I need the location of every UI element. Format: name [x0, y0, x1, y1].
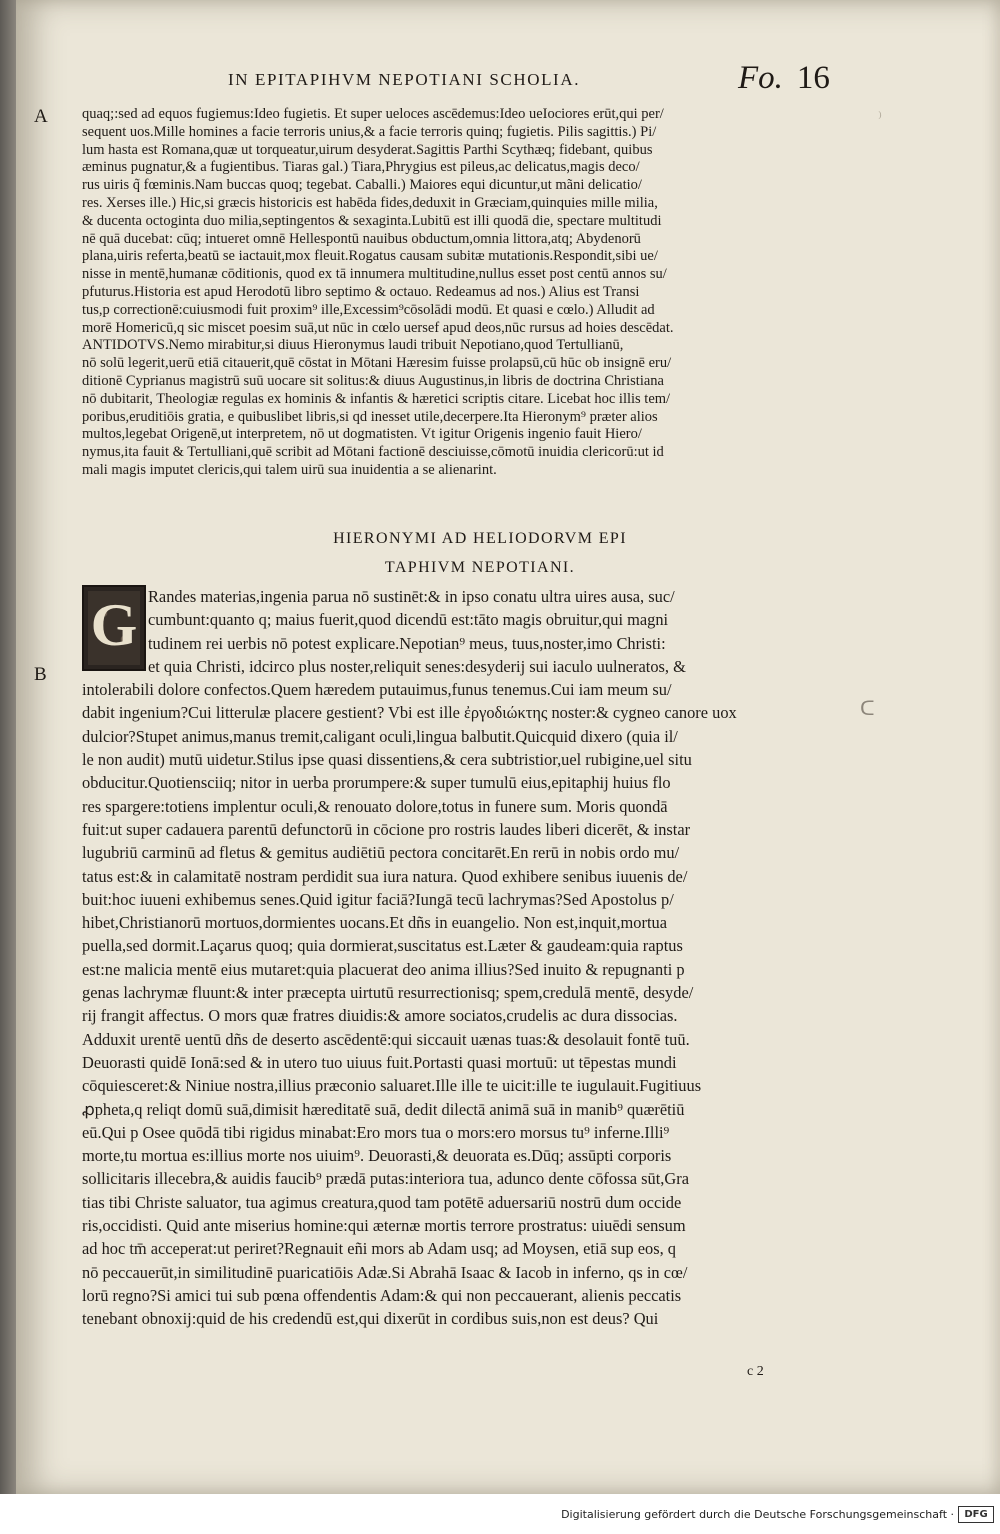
text-line: cumbunt:quanto q; maius fuerit,quod dicendū est:tāto magis obruitur,qui magni	[148, 610, 669, 630]
text-line: æminus pugnatur,& a fugientibus. Tiaras gal.) Tiara,Phrygius est pileus,ac delicatus,magis deco/	[82, 159, 640, 176]
text-line: fuit:ut super cadauera parentū defunctorū in cōcione pro rostris laudes liberi dicerēt, & instar	[82, 819, 691, 839]
text-line: est:ne malicia mentē eius mutaret:quia placuerat deo anima illius?Sed inuito & repugnanti p	[82, 959, 685, 979]
signature-mark: c 2	[747, 1364, 764, 1379]
dfg-logo: DFG	[958, 1506, 994, 1523]
text-line: nō peccauerūt,in similitudinē puaricatiōis Adæ.Si Abrahā Isaac & Iacob in inferno, qs in cœ/	[82, 1262, 688, 1282]
text-line: lorū regno?Si amici tui sub pœna offendentis Adam:& qui non peccauerant, alienis peccatis	[82, 1285, 682, 1305]
text-line: Adduxit urentē uentū dñs de deserto ascēdentē:qui siccauit uænas tuas:& desolauit fontē tuū.	[82, 1029, 690, 1049]
text-line: mali magis imputet clericis,qui talem uirū sua inuidentia a se alienarint.	[82, 461, 497, 478]
text-line: hibet,Christianorū mortuos,dormientes uocans.Et dñs in euangelio. Non est,inquit,mortua	[82, 913, 667, 933]
text-line: ditionē Cyprianus magistrū suū uocare sit solitus:& diuus Augustinus,in libris de doctrina Christiana	[82, 372, 664, 389]
epitaph-title-line-1: HIERONYMI AD HELIODORVM EPI	[333, 530, 627, 547]
text-line: lugubriū carminū ad fletus & gemitus audiētiū pectora concitarēt.En rerū in nobis ordo mu/	[82, 843, 680, 863]
margin-notch-mark: ᑕ	[860, 698, 875, 720]
folio-label: Fo.	[738, 60, 783, 96]
text-line: cōquiesceret:& Niniue nostra,illius præconio saluaret.Ille ille te uicit:ille te iugulauit.Fugitiuus	[82, 1076, 702, 1096]
text-line: morte,tu mortua es:illius morte nos uiuim⁹. Deuorasti,& deuorata es.Dūq; assūpti corporis	[82, 1146, 672, 1166]
text-line: pfuturus.Historia est apud Herodotū libro septimo & octauo. Redeamus ad nos.) Alius est Transi	[82, 283, 640, 300]
text-line: lum hasta est Romana,quæ ut torqueatur,uirum desyderat.Sagittis Parthi Scythæq; fidebant, quibus	[82, 141, 653, 158]
text-line: Randes materias,ingenia parua nō sustinēt:& in ipso conatu ultra uires ausa, suc/	[148, 587, 675, 606]
running-title: IN EPITAPIHVM NEPOTIANI SCHOLIA.	[228, 70, 581, 89]
text-line: ꝓpheta,q reliqt domū suā,dimisit hæreditatē suā, dedit dilectā animā suā in manib⁹ quærētiū	[82, 1099, 685, 1119]
text-line: & ducenta octoginta duo milia,septingentos & sexaginta.Lubitū est illi quodā die, spectare multitudi	[82, 212, 662, 229]
text-line: ad hoc tm̄ acceperat:ut periret?Regnauit eñi mors ab Adam usq; ad Moysen, etiā sup eos, q	[82, 1239, 676, 1259]
text-line: tias tibi Christe saluator, tua agimus creatura,quod tam potētē aduersariū nostrū dum occide	[82, 1192, 682, 1212]
page-gutter-edge	[0, 0, 16, 1534]
text-line: ANTIDOTVS.Nemo mirabitur,si diuus Hieronymus laudi tribuit Nepotiano,quod Tertullianū,	[82, 337, 624, 354]
folio	[738, 60, 830, 97]
text-line: tus,p correctionē:cuiusmodi fuit proxim⁹ ille,Excessim⁹cōsolādi modū. Et quasi e cœlo.) Alludit ad	[82, 301, 655, 318]
text-line: plana,uiris referta,beatū se iactauit,mox fleuit.Rogatus causam subitæ mutationis.Respondit,sibi ue/	[82, 248, 658, 265]
text-line: nō dubitarit, Theologiæ regulas ex hominis & infantis & hæretici scriptis citare. Licebat hoc illis tem/	[82, 390, 671, 407]
text-line: nō solū legerit,uerū etiā citauerit,quē cōstat in Mōtani Hæresim fuisse prolapsū,cū hūc ob insignē eru/	[82, 355, 672, 372]
text-line: morē Homericū,q sic miscet poesim suā,ut nūc in cœlo uersef apud deos,nūc rursus ad hoies descēdat.	[82, 319, 674, 336]
text-line: rij frangit affectus. O mors quæ fratres diuidis:& amore sociatos,crudelis ac dura dissocias.	[82, 1006, 678, 1026]
text-line: quaq;:sed ad equos fugiemus:Ideo fugietis. Et super ueloces ascēdemus:Ideo ueIociores erūt,qui per/	[82, 106, 664, 122]
epitaph-title-line-2: TAPHIVM NEPOTIANI.	[384, 559, 576, 576]
text-line: dabit ingenium?Cui litterulæ placere gestient? Vbi est ille ἐργοδιώκτης noster:& cygneo canore uox	[82, 703, 737, 723]
text-line: obducitur.Quotiensciiq; nitor in uerba prorumpere:& super tumulū eius,epitaphij huius flo	[82, 773, 671, 793]
text-line: res spargere:totiens implentur oculi,& renouato dolore,totus in funere sum. Moris quondā	[82, 796, 668, 816]
text-line: intolerabili dolore confectos.Quem hæredem putauimus,funus tenemus.Cui iam meum su/	[82, 680, 672, 700]
margin-marker-b: B	[34, 664, 47, 685]
text-line: poribus,eruditiōis gratia, e quibuslibet libris,si qd inesset utile,decerpere.Ita Hieronym⁹ præter alios	[82, 408, 658, 425]
text-line: puella,sed dormit.Laçarus quoq; quia dormierat,suscitatus est.Læter & gaudeam:quia raptus	[82, 936, 683, 956]
epitaph-text-block	[82, 585, 844, 1331]
text-line: et quia Christi, idcirco plus noster,reliquit senes:desyderij sui iaculo uulneratos, &	[148, 656, 686, 676]
text-line: nymus,ita fauit & Tertulliani,quē scribit ad Mōtani factionē desciuisse,cōmotū inuidia clericorū:ut id	[82, 444, 664, 461]
text-line: tudinem rei uerbis nō potest explicare.Nepotian⁹ meus, tuus,noster,imo Christi:	[148, 633, 666, 653]
footer-bar	[0, 1494, 1000, 1534]
text-line: nisse in mentē,humanæ cōditionis, quod ex tā innumera multitudine,nullus esset post centū annos su/	[82, 266, 667, 283]
text-line: Deuorasti quidē Ionā:sed & in utero tuo uiuus fuit.Portasti quasi mortuū: ut tēpestas mundi	[82, 1052, 677, 1072]
text-line: multos,legebat Origenē,ut interpretem, nō ut dogmatisten. Vt igitur Origenis ingenio fauit Hiero/	[82, 426, 642, 443]
footer-credit: Digitalisierung gefördert durch die Deutsche Forschungsgemeinschaft ·	[561, 1508, 954, 1521]
scholia-block	[82, 106, 844, 480]
text-line: sollicitaris illecebra,& auidis faucib⁹ prædā putas:interiora tua, adunco dente cōfossa sūt,Gra	[82, 1169, 689, 1189]
folio-number: 16	[796, 60, 830, 96]
text-line: eū.Qui p Osee quōdā tibi rigidus minabat:Ero mors tua o mors:ero morsus tu⁹ inferne.Illi⁹	[82, 1122, 670, 1142]
text-line: nē quā ducebat: cūq; intueret omnē Hellespontū nauibus obductum,omnia littora,atq; Abydenorū	[82, 230, 641, 247]
margin-marker-a: A	[34, 106, 48, 127]
text-line: tatus est:& in calamitatē nostram perdidit sua iura natura. Quod exhibere senibus iuuenis de/	[82, 866, 688, 886]
text-line: buit:hoc iuueni exhibemus senes.Quid igitur faciā?Iungā tecū lachrymas?Sed Apostolus p/	[82, 889, 674, 909]
text-line: tenebant obnoxij:quid de his credendū est,qui dixerūt in cordibus suis,non est deus? Qui	[82, 1309, 659, 1329]
text-line: sequent uos.Mille homines a facie terroris unius,& a facie terroris quinq; fugietis. Pilis sagittis.) Pi/	[82, 123, 657, 140]
text-line: genas lachrymæ fluunt:& inter præcepta uirtutū resurrectionisq; spem,credulā mentē, desyde/	[82, 983, 694, 1003]
text-line: res. Xerses ille.) Hic,si græcis historicis est habēda fides,deduxit in Græciam,quinquies mille milia,	[82, 194, 658, 211]
text-line: ris,occidisti. Quid ante miserius homine:qui æternæ mortis terrore prostratus: uiuēdi sensum	[82, 1216, 686, 1236]
text-line: le non audit) mutū uidetur.Stilus ipse quasi dissentiens,& cera subtristior,uel rubigine,uel situ	[82, 750, 692, 770]
bleed-through-mark: ⁾	[878, 108, 882, 127]
text-line: dulcior?Stupet animus,manus tremit,caligant oculi,lingua balbutit.Quicquid dixero (quia il/	[82, 726, 678, 746]
text-line: rus uiris q̃ fœminis.Nam buccas quoq; tegebat. Caballi.) Maiores equi dicuntur,ut mãni delicatio/	[82, 177, 642, 194]
initial-letter: G	[90, 592, 138, 658]
